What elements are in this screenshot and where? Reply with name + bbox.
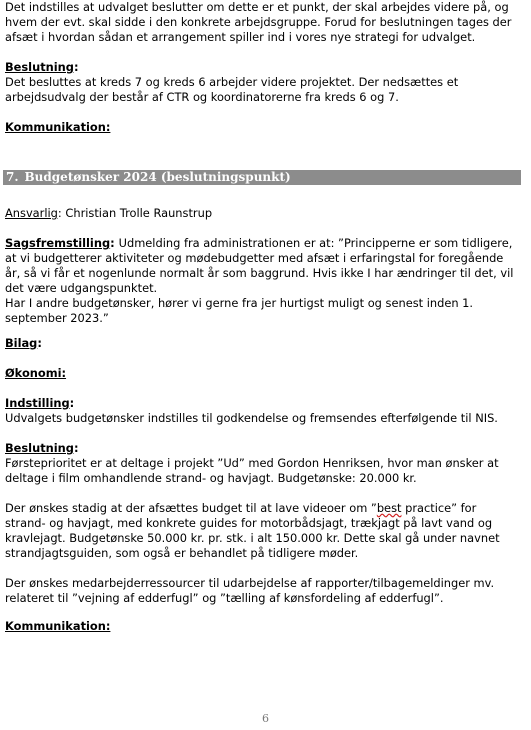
section-number: 7. xyxy=(6,170,19,184)
section-7-heading xyxy=(3,170,521,185)
ansvarlig-label: Ansvarlig xyxy=(5,206,58,220)
sagsfremstilling-block: Sagsfremstilling: Udmelding fra administrationen er at: ”Principperne er som tidligere, at vi budgetterer aktiviteter og mødebudgetter med afsæt i erfaringstal for foregående år, så vi får et nogenlunde normalt år som baggrund. Hvis ikke I har ændringer til det, vil det være udgangspunktet. Har I andre budgetønsker, hører vi gerne fra jer hurtigst muligt og senest inden 1. september 2023.” xyxy=(5,236,514,325)
page-number: 6 xyxy=(262,712,269,725)
bilag-label: Bilag xyxy=(5,336,38,350)
intro-paragraph xyxy=(5,0,511,45)
spellcheck-word: best xyxy=(376,501,402,515)
indstilling-label: Indstilling xyxy=(5,396,70,410)
okonomi-label: Økonomi: xyxy=(5,366,67,380)
ansvarlig-value: Christian Trolle Raunstrup xyxy=(65,206,213,220)
beslutning-label: Beslutning xyxy=(5,441,74,455)
prev-beslutning-label: Beslutning xyxy=(5,60,74,74)
section-title: Budgetønsker 2024 (beslutningspunkt) xyxy=(24,170,291,184)
kommunikation-label: Kommunikation: xyxy=(5,619,111,633)
ansvarlig-row: Ansvarlig: Christian Trolle Raunstrup xyxy=(5,206,213,220)
prev-beslutning-line: Det besluttes at kreds 7 og kreds 6 arbejder videre projektet. Der nedsættes et xyxy=(5,75,459,89)
intro-line: Det indstilles at udvalget beslutter om dette er et punkt, der skal arbejdes videre på, og xyxy=(5,0,509,14)
prev-beslutning-block: Beslutning: Det besluttes at kreds 7 og kreds 6 arbejder videre projektet. Der nedsættes et arbejdsudvalg der består af CTR og koordinatorerne fra kreds 6 og 7. xyxy=(5,60,459,104)
prev-beslutning-line: arbejdsudvalg der består af CTR og koordinatorerne fra kreds 6 og 7. xyxy=(5,90,399,104)
intro-line: hvem der evt. skal sidde i den konkrete arbejdsgruppe. Forud for beslutningen tages der xyxy=(5,15,512,29)
indstilling-block: Indstilling: Udvalgets budgetønsker indstilles til godkendelse og fremsendes efterfølgende til NIS. xyxy=(5,396,498,425)
intro-line: afsæt i hvordan sådan et arrangement spiller ind i vores nye strategi for udvalget. xyxy=(5,30,476,44)
bilag-row: Bilag: xyxy=(5,336,42,350)
prev-kommunikation-label: Kommunikation: xyxy=(5,120,111,134)
sagsfremstilling-label: Sagsfremstilling xyxy=(5,236,111,250)
beslutning-block: Beslutning: Førsteprioritet er at deltage i projekt ”Ud” med Gordon Henriksen, hvor man ønsker at deltage i film omhandlende strand- og havjagt. Budgetønske: 20.000 kr. Der ønskes stadig at der afsættes budget til at lave videoer om ”best practice” for strand- og havjagt, med konkrete guides for motorbådsjagt, trækjagt på lavt vand og kravlejagt. Budgetønske 50.000 kr. pr. stk. i alt 150.000 kr. Dette skal gå under navnet strandjagtsguiden, som også er behandlet på tidligere møder. Der ønskes medarbejderressourcer til udarbejdelse af rapporter/tilbagemeldinger mv. relateret til ”vejning af edderfugl” og ”tælling af kønsfordeling af edderfugl”. xyxy=(5,441,500,605)
